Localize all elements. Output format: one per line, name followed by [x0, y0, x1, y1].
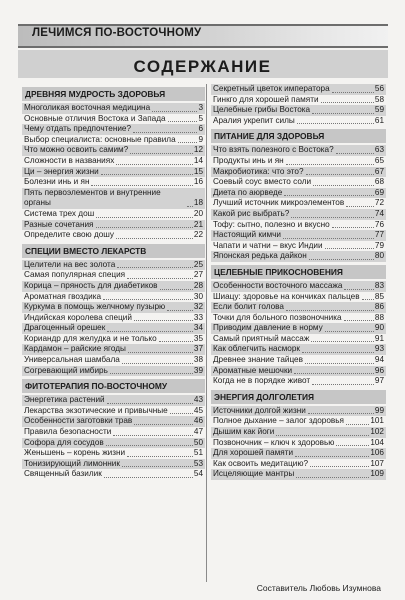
- toc-entry[interactable]: [211, 198, 386, 209]
- toc-entry[interactable]: [22, 406, 205, 417]
- toc-page-number: 30: [193, 291, 203, 301]
- toc-page-number: 72: [374, 198, 384, 208]
- toc-entry-title: Полное дыхание – залог здоровья: [213, 416, 344, 426]
- dot-leader: [312, 113, 374, 114]
- dot-leader: [107, 403, 193, 404]
- dot-leader: [332, 92, 374, 93]
- toc-entry-title: Корица – пряность для диабетиков: [24, 280, 158, 290]
- toc-entry-title: Лучший источник микроэлементов: [213, 198, 345, 208]
- toc-entry[interactable]: [22, 292, 205, 303]
- toc-entry[interactable]: [211, 344, 386, 355]
- toc-page-number: 65: [374, 155, 384, 165]
- toc-entry[interactable]: [22, 230, 205, 241]
- toc-entry[interactable]: [211, 416, 386, 427]
- toc-entry-title: Японская редька дайкон: [213, 251, 307, 261]
- toc-entry-title: Какой рис выбрать?: [213, 208, 290, 218]
- toc-entry[interactable]: [211, 145, 386, 156]
- toc-entry[interactable]: [211, 105, 386, 116]
- toc-entry[interactable]: [22, 469, 205, 480]
- dot-leader: [283, 238, 374, 239]
- toc-entry-title: Особенности заготовки трав: [24, 416, 133, 426]
- dot-leader: [346, 424, 369, 425]
- toc-entry-title: Дышим как йоги: [213, 427, 275, 437]
- toc-entry-title: Пять первоэлементов и внутренние органы: [24, 187, 161, 208]
- toc-entry-title: Самая популярная специя: [24, 270, 126, 280]
- toc-entry[interactable]: [211, 438, 386, 449]
- dot-leader: [291, 217, 374, 218]
- toc-entry-title: Лекарства экзотические и привычные: [24, 405, 168, 415]
- toc-entry[interactable]: [22, 124, 205, 135]
- toc-entry-title: Ароматная гвоздика: [24, 291, 102, 301]
- dot-leader: [313, 185, 374, 186]
- toc-page-number: 69: [374, 187, 384, 197]
- toc-entry[interactable]: [22, 114, 205, 125]
- toc-entry[interactable]: [211, 469, 386, 480]
- toc-page-number: 15: [193, 166, 203, 176]
- dot-leader: [344, 289, 373, 290]
- toc-page-number: 16: [193, 177, 203, 187]
- toc-entry-title: Продукты инь и ян: [213, 155, 284, 165]
- toc-entry-title: Для хорошей памяти: [213, 448, 294, 458]
- toc-entry-title: Болезни инь и ян: [24, 177, 90, 187]
- dot-leader: [336, 153, 374, 154]
- toc-entry-title: Куркума в помощь желчному пузырю: [24, 302, 166, 312]
- toc-entry-title: Драгоценный орешек: [24, 323, 106, 333]
- toc-entry[interactable]: [22, 270, 205, 281]
- dot-leader: [128, 352, 193, 353]
- toc-page-number: 58: [374, 94, 384, 104]
- dot-leader: [106, 445, 193, 446]
- toc-entry-title: Определите свою дошу: [24, 230, 114, 240]
- dot-leader: [336, 445, 369, 446]
- toc-left-column: [22, 84, 205, 480]
- dot-leader: [127, 456, 193, 457]
- toc-entry[interactable]: [22, 156, 205, 167]
- toc-entry-title: Целебные грибы Востока: [213, 105, 311, 115]
- toc-entry-title: Выбор специалиста: основные правила: [24, 134, 176, 144]
- toc-entry[interactable]: [211, 241, 386, 252]
- toc-section-heading: ДРЕВНЯЯ МУДРОСТЬ ЗДОРОВЬЯ: [22, 87, 205, 101]
- dot-leader: [152, 111, 197, 112]
- running-header: ЛЕЧИМСЯ ПО-ВОСТОЧНОМУ: [32, 27, 202, 39]
- toc-entry[interactable]: [211, 251, 386, 262]
- toc-entry[interactable]: [211, 302, 386, 313]
- toc-page-number: 88: [374, 312, 384, 322]
- dot-leader: [170, 413, 193, 414]
- toc-entry[interactable]: [211, 406, 386, 417]
- toc-entry-title: Многоликая восточная медицина: [24, 103, 151, 112]
- dot-leader: [306, 174, 374, 175]
- toc-entry[interactable]: [211, 292, 386, 303]
- dot-leader: [133, 132, 197, 133]
- toc-page-number: 77: [374, 230, 384, 240]
- toc-page-number: 51: [193, 448, 203, 458]
- toc-page-number: 68: [374, 177, 384, 187]
- toc-entry-title: Секретный цветок императора: [213, 84, 330, 93]
- toc-page-number: 14: [193, 155, 203, 165]
- toc-page-number: 59: [374, 105, 384, 115]
- toc-entry-title: Соевый соус вместо соли: [213, 177, 312, 187]
- toc-entry[interactable]: [22, 281, 205, 292]
- dot-leader: [116, 238, 193, 239]
- toc-page-number: 9: [198, 134, 203, 144]
- toc-entry-title: Особенности восточного массажа: [213, 280, 343, 290]
- dot-leader: [127, 278, 193, 279]
- dot-leader: [122, 466, 193, 467]
- toc-entry[interactable]: [211, 220, 386, 231]
- toc-page-number: 102: [370, 427, 384, 437]
- toc-entry[interactable]: [22, 395, 205, 406]
- toc-entry-title: Если болит голова: [213, 302, 284, 312]
- dot-leader: [311, 341, 374, 342]
- toc-page-number: 79: [374, 240, 384, 250]
- toc-entry[interactable]: [22, 260, 205, 271]
- page-title: СОДЕРЖАНИЕ: [133, 57, 272, 76]
- toc-entry-title: Софора для сосудов: [24, 437, 104, 447]
- toc-entry-title: Тофу: сытно, полезно и вкусно: [213, 219, 330, 229]
- toc-page-number: 28: [193, 280, 203, 290]
- toc-page-number: 12: [193, 145, 203, 155]
- toc-entry-title: Чапати и чатни – вкус Индии: [213, 240, 323, 250]
- toc-page-number: 50: [193, 437, 203, 447]
- dot-leader: [96, 227, 193, 228]
- dot-leader: [117, 267, 193, 268]
- dot-leader: [178, 142, 198, 143]
- dot-leader: [91, 185, 192, 186]
- dot-leader: [122, 363, 193, 364]
- toc-page-number: 45: [193, 405, 203, 415]
- toc-entry-title: Настоящий кимчи: [213, 230, 281, 240]
- toc-entry-title: Энергетика растений: [24, 395, 105, 405]
- toc-entry[interactable]: [22, 177, 205, 188]
- dot-leader: [302, 352, 374, 353]
- toc-page-number: 34: [193, 323, 203, 333]
- dot-leader: [309, 259, 374, 260]
- toc-entry[interactable]: [22, 459, 205, 470]
- toc-entry-title: Когда не в порядке живот: [213, 376, 311, 386]
- toc-entry[interactable]: [22, 334, 205, 345]
- dot-leader: [312, 384, 374, 385]
- dot-leader: [101, 174, 193, 175]
- toc-entry[interactable]: [211, 366, 386, 377]
- toc-page-number: 33: [193, 312, 203, 322]
- toc-entry[interactable]: [211, 334, 386, 345]
- toc-page-number: 46: [193, 416, 203, 426]
- toc-entry-title: Кориандр для желудка и не только: [24, 333, 157, 343]
- toc-entry-title: Универсальная шамбала: [24, 355, 120, 365]
- toc-entry[interactable]: [22, 344, 205, 355]
- toc-page-number: 93: [374, 344, 384, 354]
- dot-leader: [130, 153, 193, 154]
- toc-entry[interactable]: [211, 167, 386, 178]
- dot-leader: [296, 477, 369, 478]
- toc-page-number: 109: [370, 469, 384, 479]
- toc-entry-title: Шиацу: здоровье на кончиках пальцев: [213, 291, 360, 301]
- dot-leader: [96, 217, 193, 218]
- toc-page-number: 38: [193, 355, 203, 365]
- toc-entry[interactable]: [22, 209, 205, 220]
- dot-leader: [310, 466, 369, 467]
- toc-page-number: 76: [374, 219, 384, 229]
- toc-page-number: 56: [374, 84, 384, 93]
- toc-page-number: 20: [193, 208, 203, 218]
- toc-entry[interactable]: [211, 95, 386, 106]
- toc-entry[interactable]: [211, 313, 386, 324]
- dot-leader: [308, 413, 374, 414]
- toc-entry[interactable]: [22, 448, 205, 459]
- toc-entry-title: Основные отличия Востока и Запада: [24, 113, 166, 123]
- toc-entry[interactable]: [22, 188, 205, 209]
- toc-page-number: 54: [193, 469, 203, 479]
- toc-page-number: 6: [198, 124, 203, 134]
- toc-right-column: [206, 84, 390, 582]
- toc-entry-title: Приводим давление в норму: [213, 323, 323, 333]
- dot-leader: [107, 331, 193, 332]
- dot-leader: [134, 320, 193, 321]
- dot-leader: [286, 310, 374, 311]
- toc-entry[interactable]: [22, 135, 205, 146]
- toc-page-number: 104: [370, 437, 384, 447]
- toc-entry-title: Гинкго для хорошей памяти: [213, 94, 319, 104]
- toc-page-number: 39: [193, 365, 203, 375]
- toc-entry-title: Женьшень – корень жизни: [24, 448, 126, 458]
- dot-leader: [305, 363, 374, 364]
- toc-page-number: 63: [374, 145, 384, 155]
- toc-page-number: 91: [374, 333, 384, 343]
- toc-page-number: 94: [374, 355, 384, 365]
- toc-entry[interactable]: [22, 313, 205, 324]
- toc-page-number: 18: [193, 198, 203, 208]
- toc-page-number: 101: [370, 416, 384, 426]
- dot-leader: [325, 248, 374, 249]
- toc-page-number: 86: [374, 302, 384, 312]
- toc-entry[interactable]: [22, 355, 205, 366]
- toc-entry[interactable]: [211, 448, 386, 459]
- toc-entry[interactable]: [22, 427, 205, 438]
- toc-entry-title: Как облегчить насморк: [213, 344, 300, 354]
- toc-page-number: 61: [374, 115, 384, 125]
- toc-entry[interactable]: [22, 220, 205, 231]
- toc-page-number: 21: [193, 219, 203, 229]
- toc-entry[interactable]: [211, 427, 386, 438]
- toc-page-number: 106: [370, 448, 384, 458]
- toc-section-heading: ПИТАНИЕ ДЛЯ ЗДОРОВЬЯ: [211, 129, 386, 143]
- toc-page-number: 85: [374, 291, 384, 301]
- toc-entry-title: Система трех дош: [24, 208, 95, 218]
- dot-leader: [110, 373, 193, 374]
- toc-entry[interactable]: [22, 103, 205, 114]
- toc-entry[interactable]: [211, 116, 386, 127]
- toc-entry-title: Древнее знание тайцев: [213, 355, 303, 365]
- toc-entry-title: Что взять полезного с Востока?: [213, 145, 334, 155]
- toc-entry-title: Ци – энергия жизни: [24, 166, 99, 176]
- toc-entry[interactable]: [211, 323, 386, 334]
- dot-leader: [187, 206, 193, 207]
- toc-entry-title: Священный базилик: [24, 469, 102, 479]
- toc-page-number: 96: [374, 365, 384, 375]
- toc-page-number: 3: [198, 103, 203, 112]
- toc-entry[interactable]: [211, 84, 386, 95]
- dot-leader: [321, 102, 374, 103]
- toc-entry[interactable]: [22, 167, 205, 178]
- toc-entry[interactable]: [211, 156, 386, 167]
- dot-leader: [160, 289, 193, 290]
- toc-page-number: 47: [193, 427, 203, 437]
- toc-page-number: 53: [193, 458, 203, 468]
- toc-entry-title: Ароматные мешочки: [213, 365, 293, 375]
- toc-page-number: 83: [374, 280, 384, 290]
- toc-entry-title: Исцеляющие мантры: [213, 469, 295, 479]
- dot-leader: [332, 227, 374, 228]
- toc-page-number: 67: [374, 166, 384, 176]
- dot-leader: [344, 320, 374, 321]
- toc-entry[interactable]: [22, 416, 205, 427]
- toc-entry-title: Индийская королева специй: [24, 312, 132, 322]
- toc-page-number: 74: [374, 208, 384, 218]
- dot-leader: [113, 435, 193, 436]
- dot-leader: [104, 477, 193, 478]
- dot-leader: [346, 206, 374, 207]
- toc-entry-title: Самый приятный массаж: [213, 333, 310, 343]
- toc-entry-title: Чему отдать предпочтение?: [24, 124, 132, 134]
- toc-section-heading: ФИТОТЕРАПИЯ ПО-ВОСТОЧНОМУ: [22, 379, 205, 393]
- toc-section-heading: СПЕЦИИ ВМЕСТО ЛЕКАРСТВ: [22, 244, 205, 258]
- toc-page-number: 5: [198, 113, 203, 123]
- toc-entry-title: Источники долгой жизни: [213, 405, 306, 415]
- toc-entry[interactable]: [22, 302, 205, 313]
- toc-entry-title: Согревающий имбирь: [24, 365, 108, 375]
- toc-entry[interactable]: [22, 366, 205, 377]
- compiler-credit: Составитель Любовь Изумнова: [256, 583, 381, 593]
- dot-leader: [167, 310, 193, 311]
- toc-page-number: 25: [193, 259, 203, 269]
- dot-leader: [159, 341, 193, 342]
- dot-leader: [295, 456, 369, 457]
- dot-leader: [297, 123, 374, 124]
- toc-entry-title: Как освоить медитацию?: [213, 458, 309, 468]
- toc-section-heading: ЭНЕРГИЯ ДОЛГОЛЕТИЯ: [211, 390, 386, 404]
- toc-page-number: 27: [193, 270, 203, 280]
- toc-entry-title: Аралия укрепит силы: [213, 115, 295, 125]
- toc-entry-title: Точки для больного позвоночника: [213, 312, 342, 322]
- toc-entry-title: Правила безопасности: [24, 427, 112, 437]
- toc-entry-title: Кардамон – райские ягоды: [24, 344, 126, 354]
- toc-entry[interactable]: [211, 188, 386, 199]
- dot-leader: [325, 331, 374, 332]
- toc-entry-title: Диета по аюрведе: [213, 187, 283, 197]
- toc-entry-title: Что можно освоить самим?: [24, 145, 129, 155]
- toc-entry-title: Целители на вес золота: [24, 259, 116, 269]
- toc-entry[interactable]: [22, 438, 205, 449]
- dot-leader: [286, 164, 374, 165]
- toc-entry-title: Тонизирующий лимонник: [24, 458, 120, 468]
- toc-entry-title: Сложности в названиях: [24, 155, 115, 165]
- toc-section-heading: ЦЕЛЕБНЫЕ ПРИКОСНОВЕНИЯ: [211, 265, 386, 279]
- dot-leader: [168, 121, 198, 122]
- toc-entry[interactable]: [22, 323, 205, 334]
- toc-entry-title: Макробиотика: что это?: [213, 166, 304, 176]
- toc-entry[interactable]: [211, 209, 386, 220]
- toc-entry-title: Позвоночник – ключ к здоровью: [213, 437, 335, 447]
- toc-page-number: 37: [193, 344, 203, 354]
- toc-page-number: 80: [374, 251, 384, 261]
- toc-page-number: 99: [374, 405, 384, 415]
- toc-page-number: 97: [374, 376, 384, 386]
- toc-entry[interactable]: [211, 230, 386, 241]
- dot-leader: [134, 424, 193, 425]
- toc-entry[interactable]: [22, 145, 205, 156]
- dot-leader: [294, 373, 374, 374]
- toc-page-number: 43: [193, 395, 203, 405]
- toc-page-number: 35: [193, 333, 203, 343]
- toc-entry[interactable]: [211, 459, 386, 470]
- toc-entry[interactable]: [211, 355, 386, 366]
- dot-leader: [276, 435, 369, 436]
- toc-entry-title: Разные сочетания: [24, 219, 94, 229]
- toc-page-number: 32: [193, 302, 203, 312]
- dot-leader: [284, 195, 374, 196]
- dot-leader: [116, 164, 193, 165]
- toc-page-number: 90: [374, 323, 384, 333]
- toc-entry[interactable]: [211, 281, 386, 292]
- toc-entry[interactable]: [211, 376, 386, 387]
- dot-leader: [362, 299, 374, 300]
- dot-leader: [103, 299, 193, 300]
- toc-page-number: 22: [193, 230, 203, 240]
- toc-entry[interactable]: [211, 177, 386, 188]
- toc-page-number: 107: [370, 458, 384, 468]
